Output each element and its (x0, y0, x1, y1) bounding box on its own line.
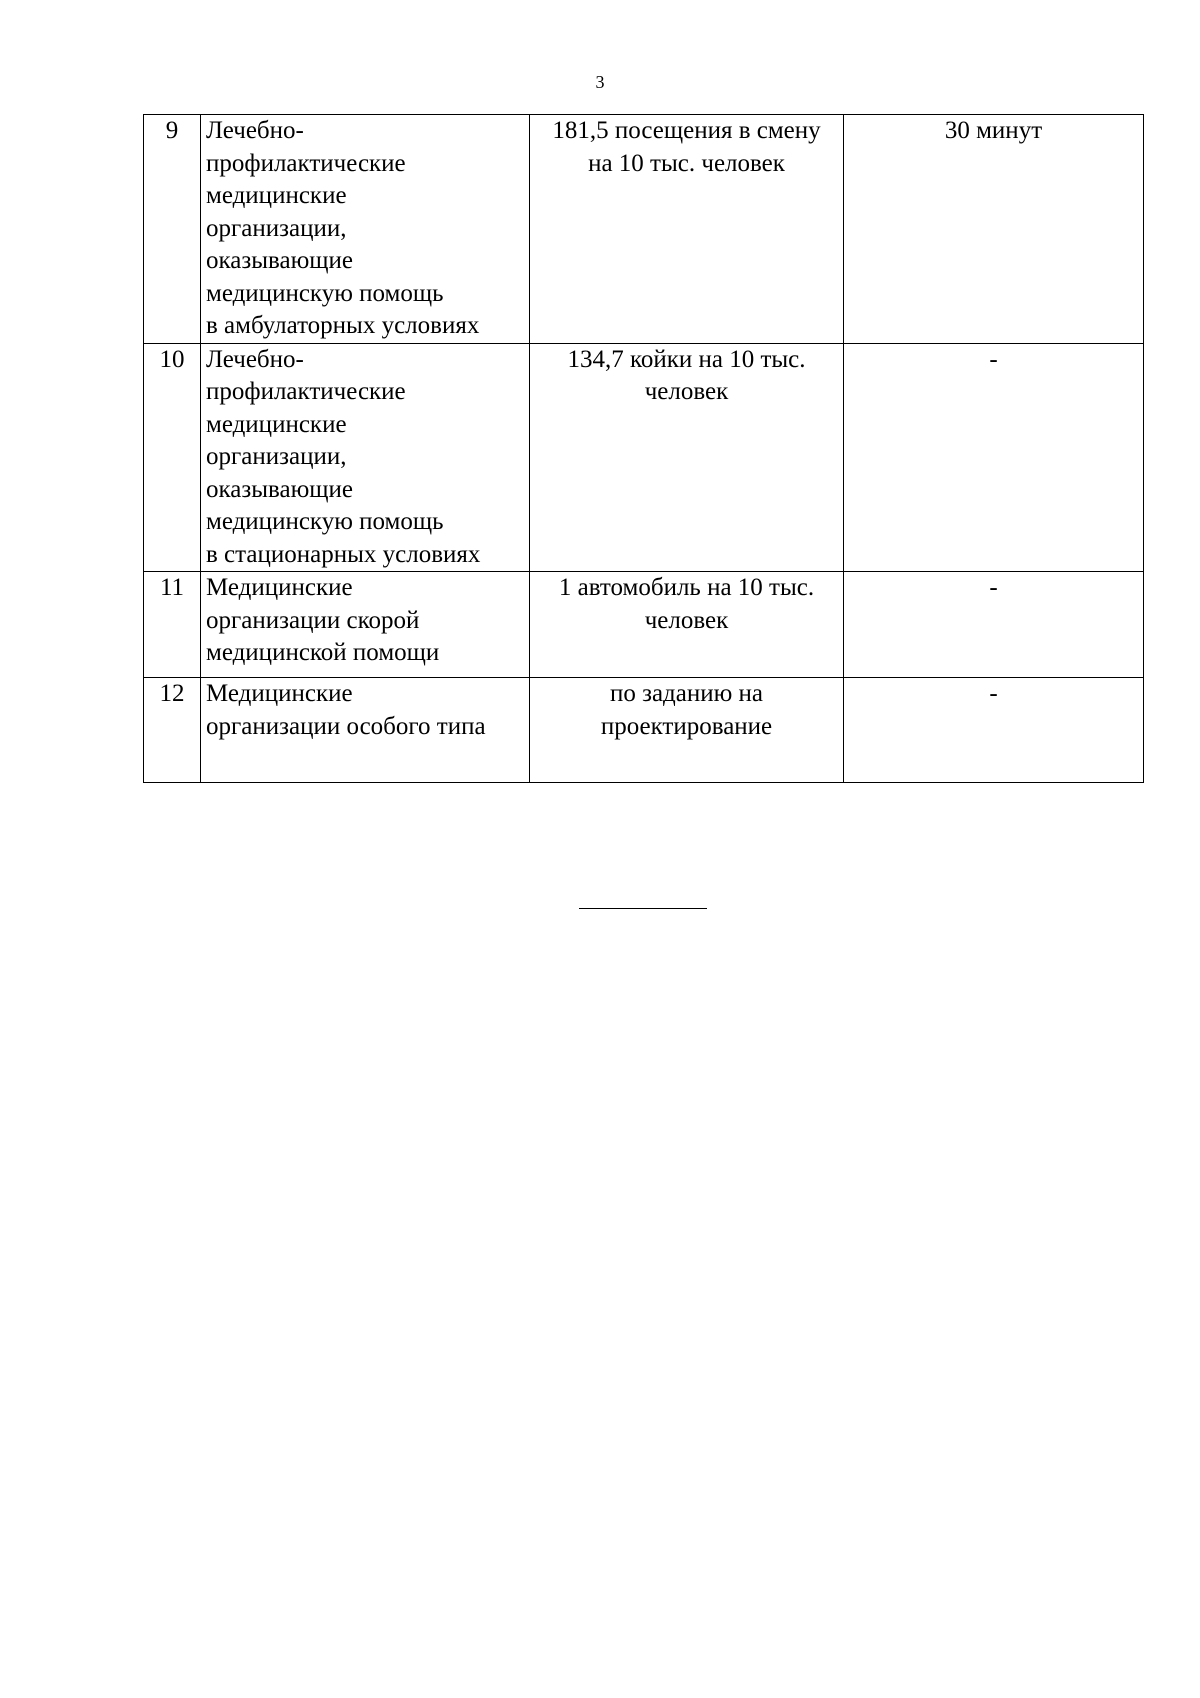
table-row (144, 343, 1144, 572)
facility-name: Лечебно- профилактические медицинские организации, оказывающие медицинскую помощь в стационарных условиях (201, 343, 530, 572)
row-number: 12 (144, 678, 201, 783)
facility-norms-table (143, 114, 1144, 783)
table-row (144, 115, 1144, 344)
facility-name: Лечебно- профилактические медицинские организации, оказывающие медицинскую помощь в амбулаторных условиях (201, 115, 530, 344)
row-number: 10 (144, 343, 201, 572)
page-number: 3 (595, 72, 605, 92)
table-row (144, 678, 1144, 783)
capacity-norm: 1 автомобиль на 10 тыс. человек (530, 572, 844, 678)
accessibility-norm: - (844, 343, 1144, 572)
accessibility-norm: 30 минут (844, 115, 1144, 344)
facility-name: Медицинские организации особого типа (201, 678, 530, 783)
end-of-document-rule (579, 908, 707, 909)
accessibility-norm: - (844, 678, 1144, 783)
row-number: 11 (144, 572, 201, 678)
row-number: 9 (144, 115, 201, 344)
capacity-norm: 134,7 койки на 10 тыс. человек (530, 343, 844, 572)
table-row (144, 572, 1144, 678)
capacity-norm: по заданию на проектирование (530, 678, 844, 783)
capacity-norm: 181,5 посещения в смену на 10 тыс. человек (530, 115, 844, 344)
facility-name: Медицинские организации скорой медицинской помощи (201, 572, 530, 678)
accessibility-norm: - (844, 572, 1144, 678)
